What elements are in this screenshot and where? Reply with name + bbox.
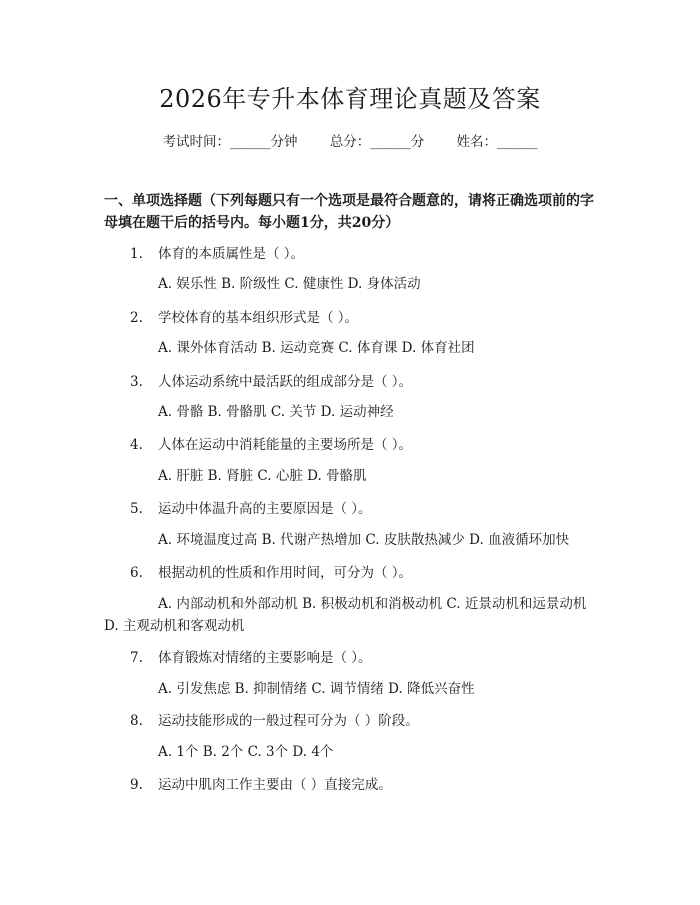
question-1-options: A. 娱乐性 B. 阶级性 C. 健康性 D. 身体活动 <box>158 276 421 292</box>
exam-name: 姓名：______ <box>456 134 538 150</box>
question-9 <box>130 775 392 795</box>
question-4 <box>130 435 412 455</box>
question-stem: 运动技能形成的一般过程可分为（ ）阶段。 <box>158 713 419 729</box>
question-3-options: A. 骨骼 B. 骨骼肌 C. 关节 D. 运动神经 <box>158 404 394 420</box>
question-number: 9. <box>130 777 143 793</box>
question-2-options: A. 课外体育活动 B. 运动竞赛 C. 体育课 D. 体育社团 <box>158 340 475 356</box>
question-5-options: A. 环境温度过高 B. 代谢产热增加 C. 皮肤散热减少 D. 血液循环加快 <box>158 532 570 548</box>
question-5 <box>130 499 372 519</box>
question-number: 5. <box>130 501 143 517</box>
question-number: 7. <box>130 650 143 666</box>
question-stem: 运动中肌肉工作主要由（ ）直接完成。 <box>158 777 392 793</box>
question-stem: 人体在运动中消耗能量的主要场所是（ ）。 <box>158 437 413 453</box>
question-8 <box>130 711 419 731</box>
question-number: 6. <box>130 565 143 581</box>
question-stem: 人体运动系统中最活跃的组成部分是（ ）。 <box>158 374 413 390</box>
question-number: 1. <box>130 246 143 262</box>
question-number: 8. <box>130 713 143 729</box>
question-7-options: A. 引发焦虑 B. 抑制情绪 C. 调节情绪 D. 降低兴奋性 <box>158 681 475 697</box>
question-stem: 学校体育的基本组织形式是（ ）。 <box>158 310 359 326</box>
question-7 <box>130 648 372 668</box>
section-heading: 一、单项选择题（下列每题只有一个选项是最符合题意的，请将正确选项前的字母填在题干后的括号内。每小题1分，共20分） <box>104 193 594 231</box>
page-title: 2026年专升本体育理论真题及答案 <box>159 85 541 113</box>
question-number: 3. <box>130 374 143 390</box>
question-6 <box>130 563 412 583</box>
question-4-options: A. 肝脏 B. 肾脏 C. 心脏 D. 骨骼肌 <box>158 468 367 484</box>
exam-meta <box>0 132 700 152</box>
exam-time: 考试时间：______分钟 <box>162 134 298 150</box>
question-8-options: A. 1个 B. 2个 C. 3个 D. 4个 <box>158 744 334 760</box>
question-number: 4. <box>130 437 143 453</box>
question-2 <box>130 308 358 328</box>
question-6-options: A. 内部动机和外部动机 B. 积极动机和消极动机 C. 近景动机和远景动机 D. 主观动机和客观动机 <box>104 596 587 634</box>
question-stem: 体育锻炼对情绪的主要影响是（ ）。 <box>158 650 372 666</box>
question-stem: 根据动机的性质和作用时间，可分为（ ）。 <box>158 565 413 581</box>
question-stem: 体育的本质属性是（ ）。 <box>158 246 305 262</box>
question-stem: 运动中体温升高的主要原因是（ ）。 <box>158 501 372 517</box>
question-number: 2. <box>130 310 143 326</box>
question-3 <box>130 372 412 392</box>
exam-score: 总分：______分 <box>329 134 425 150</box>
question-1 <box>130 244 304 264</box>
